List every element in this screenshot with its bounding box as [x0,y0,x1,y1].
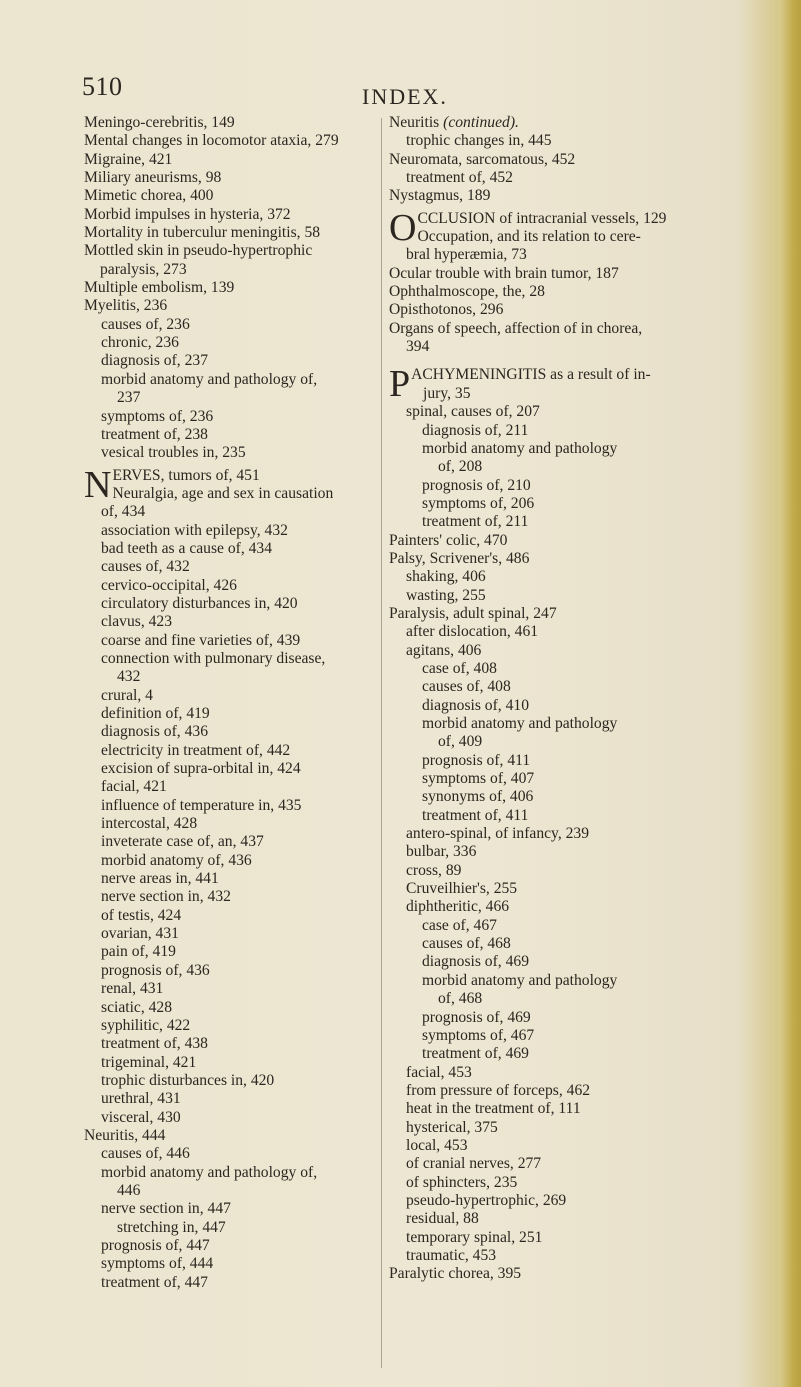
entry-text: nerve areas in, 441 [101,870,219,888]
entry-text: pseudo-hypertrophic, 269 [406,1191,567,1209]
entry-text: 394 [406,338,430,356]
index-entry [389,1174,714,1192]
entry-text: crural, 4 [101,686,153,704]
index-entry [84,352,384,370]
index-entry [84,1200,384,1218]
entry-text: bad teeth as a cause of, 434 [101,539,273,557]
entry-text: treatment of, 452 [406,169,513,187]
index-entry [389,953,714,971]
index-entry [84,1035,384,1053]
entry-text: stretching in, 447 [117,1218,226,1236]
entry-text: Migraine, 421 [84,150,173,168]
index-entry [389,880,714,898]
entry-text: symptoms of, 444 [101,1255,214,1273]
entry-text: Mortality in tuberculur meningitis, 58 [84,224,321,242]
index-entry [389,1119,714,1137]
entry-text: definition of, 419 [101,705,210,722]
entry-text: nerve section in, 447 [101,1200,231,1218]
index-entry [84,1219,384,1237]
entry-text: Neuromata, sarcomatous, 452 [389,150,576,168]
index-entry [389,1064,714,1082]
entry-text: morbid anatomy of, 436 [101,851,252,869]
entry-text: causes of, 468 [422,935,511,953]
entry-text: prognosis of, 411 [422,751,531,769]
index-entry [389,265,714,283]
entry-text: heat in the treatment of, 111 [406,1100,581,1118]
entry-text: diagnosis of, 237 [101,352,208,370]
entry-text: diagnosis of, 469 [422,953,529,971]
entry-text: diagnosis of, 211 [422,421,529,439]
entry-text: morbid anatomy and pathology of, [101,1163,318,1181]
index-entry [84,815,384,833]
index-entry [389,1009,714,1027]
index-entry [84,705,384,723]
entry-text: pain of, 419 [101,943,176,961]
index-entry [84,187,384,205]
index-entry [84,206,384,224]
entry-text: of sphincters, 235 [406,1173,518,1191]
entry-text: nerve section in, 432 [101,888,231,906]
entry-text: influence of temperature in, 435 [101,796,302,814]
index-entry [84,870,384,888]
index-entry [84,1182,384,1200]
index-entry [84,408,384,426]
entry-text: causes of, 408 [422,678,511,696]
index-entry [389,422,714,440]
index-entry [389,246,714,264]
entry-text: trophic disturbances in, 420 [101,1071,275,1089]
entry-text: cross, 89 [406,861,462,879]
entry-text: CCLUSION of intracranial vessels, 129 [417,209,667,227]
index-entry [84,943,384,961]
entry-text: Neuritis [389,114,444,131]
index-entry [389,697,714,715]
entry-text: excision of supra-orbital in, 424 [101,760,301,778]
entry-text: synonyms of, 406 [422,788,534,806]
entry-text: from pressure of forceps, 462 [406,1081,591,1099]
index-entry [389,587,714,605]
index-entry [389,440,714,458]
entry-text: causes of, 446 [101,1145,190,1163]
entry-text: traumatic, 453 [406,1246,497,1264]
index-entry [84,279,384,297]
entry-text: vesical troubles in, 235 [101,444,246,462]
entry-text: treatment of, 211 [422,513,529,531]
index-entry [389,623,714,641]
index-entry [389,169,714,187]
entry-text: morbid anatomy and pathology [422,715,618,732]
index-entry [389,151,714,169]
entry-text: symptoms of, 236 [101,407,214,425]
index-entry [389,228,714,246]
entry-text: of testis, 424 [101,906,182,924]
entry-text: treatment of, 238 [101,425,208,443]
index-entry [389,1210,714,1228]
index-entry [84,1255,384,1273]
entry-text: ovarian, 431 [101,925,179,943]
index-entry [84,980,384,998]
entry-text: coarse and fine varieties of, 439 [101,631,301,649]
entry-text: of, 468 [438,990,483,1008]
entry-text: symptoms of, 407 [422,770,535,788]
index-entry [84,613,384,631]
index-entry [84,389,384,407]
entry-text: association with epilepsy, 432 [101,521,288,539]
index-entry [84,852,384,870]
index-entry [389,1082,714,1100]
drop-cap: N [84,463,112,506]
entry-text: residual, 88 [406,1210,479,1228]
index-entry [389,770,714,788]
index-entry [84,833,384,851]
entry-text: circulatory disturbances in, 420 [101,594,298,612]
index-entry [389,642,714,660]
index-entry [389,1155,714,1173]
entry-text: Ocular trouble with brain tumor, 187 [389,264,619,282]
running-head: INDEX. [362,84,448,109]
index-entry [84,224,384,242]
entry-text: spinal, causes of, 207 [406,403,540,421]
entry-text: prognosis of, 447 [101,1236,210,1254]
entry-text: after dislocation, 461 [406,623,539,641]
index-entry [84,426,384,444]
drop-cap: P [389,363,411,406]
index-entry [84,632,384,650]
index-entry [84,522,384,540]
entry-text: Palsy, Scrivener's, 486 [389,549,530,567]
index-column-right [389,114,714,1284]
index-entry [84,1164,384,1182]
entry-text: cervico-occipital, 426 [101,576,237,594]
entry-text: hysterical, 375 [406,1118,498,1136]
index-entry [84,1054,384,1072]
entry-text: Mottled skin in pseudo-hypertrophic [84,242,313,260]
index-entry [389,458,714,476]
index-entry [84,1274,384,1292]
entry-text: Mimetic chorea, 400 [84,187,214,205]
index-entry [389,403,714,421]
index-entry [84,242,384,260]
entry-text: diphtheritic, 466 [406,898,510,916]
index-entry [84,577,384,595]
entry-text: inveterate case of, an, 437 [101,833,264,851]
index-entry [389,1100,714,1118]
index-entry [389,385,714,403]
index-entry [389,477,714,495]
index-entry [389,513,714,531]
entry-text: paralysis, 273 [100,260,187,278]
index-entry [84,888,384,906]
index-entry [84,907,384,925]
entry-text: connection with pulmonary disease, [101,649,326,667]
entry-text: electricity in treatment of, 442 [101,741,291,759]
entry-text: symptoms of, 467 [422,1026,535,1044]
index-entry [84,297,384,315]
entry-text: Occupation, and its relation to cere- [417,228,641,246]
index-entry [84,1017,384,1035]
index-entry [84,485,384,503]
entry-text: ERVES, tumors of, 451 [112,466,260,484]
index-entry [84,742,384,760]
entry-text: case of, 467 [422,916,497,934]
index-entry [389,1137,714,1155]
entry-text: treatment of, 411 [422,806,529,824]
entry-text: prognosis of, 436 [101,961,210,979]
index-entry [389,1192,714,1210]
index-entry [389,568,714,586]
entry-text: trophic changes in, 445 [406,132,552,150]
entry-text: Mental changes in locomotor ataxia, 279 [84,132,339,150]
entry-text: bral hyperæmia, 73 [406,246,527,264]
index-entry [84,540,384,558]
index-entry [84,760,384,778]
entry-text: Neuritis, 444 [84,1126,166,1144]
entry-text: Miliary aneurisms, 98 [84,169,222,187]
index-column-left [84,114,384,1292]
entry-text: treatment of, 469 [422,1045,529,1063]
index-entry [84,334,384,352]
page-number: 510 [82,72,123,101]
entry-text: antero-spinal, of infancy, 239 [406,825,590,843]
index-entry [389,825,714,843]
entry-text: Meningo-cerebritis, 149 [84,114,235,131]
index-entry [84,595,384,613]
entry-text: intercostal, 428 [101,815,198,833]
index-entry [389,843,714,861]
entry-text: Ophthalmoscope, the, 28 [389,283,545,301]
entry-text: morbid anatomy and pathology of, [101,370,318,388]
entry-text: 432 [117,668,141,686]
index-entry [389,132,714,150]
index-entry [389,1229,714,1247]
index-entry [84,1145,384,1163]
index-entry [84,1237,384,1255]
index-entry [84,1072,384,1090]
entry-text: of, 434 [101,503,146,521]
entry-text: temporary spinal, 251 [406,1228,543,1246]
index-entry [389,862,714,880]
index-entry [389,187,714,205]
entry-text: wasting, 255 [406,586,486,604]
entry-text: urethral, 431 [101,1090,181,1108]
index-entry [389,752,714,770]
index-entry [389,605,714,623]
entry-text: morbid anatomy and pathology [422,971,618,989]
entry-text: shaking, 406 [406,568,486,586]
index-entry [389,990,714,1008]
entry-text: Myelitis, 236 [84,297,168,315]
entry-text: Nystagmus, 189 [389,187,491,205]
index-entry [84,668,384,686]
index-entry [84,687,384,705]
index-entry [84,371,384,389]
entry-text: facial, 421 [101,778,167,796]
entry-text: of, 208 [438,458,483,476]
entry-text: Morbid impulses in hysteria, 372 [84,205,291,223]
index-entry [389,283,714,301]
index-entry [389,114,714,132]
entry-text: chronic, 236 [101,334,179,352]
entry-text: syphilitic, 422 [101,1016,191,1034]
entry-text: Neuralgia, age and sex in causation [112,484,334,502]
entry-text: prognosis of, 469 [422,1008,531,1026]
index-entry [84,797,384,815]
index-entry [389,1045,714,1063]
index-entry [389,788,714,806]
index-entry [84,503,384,521]
index-entry [84,169,384,187]
entry-text: jury, 35 [423,384,471,402]
page-edge [779,0,801,1387]
index-entry [389,338,714,356]
index-entry [84,316,384,334]
entry-text: Organs of speech, affection of in chorea, [389,319,643,337]
index-entry [389,972,714,990]
entry-text: Paralysis, adult spinal, 247 [389,604,557,622]
index-entry [84,778,384,796]
index-entry [389,917,714,935]
entry-italic: (continued). [443,114,519,131]
drop-cap: O [389,206,417,249]
entry-text: sciatic, 428 [101,998,173,1016]
index-entry [389,1027,714,1045]
entry-text: agitans, 406 [406,641,482,659]
entry-text: Paralytic chorea, 395 [389,1265,522,1283]
entry-text: of cranial nerves, 277 [406,1155,542,1173]
index-entry [389,1265,714,1283]
index-entry [84,558,384,576]
entry-text: renal, 431 [101,980,164,998]
entry-text: symptoms of, 206 [422,494,535,512]
index-entry [389,935,714,953]
index-entry [389,660,714,678]
entry-text: Cruveilhier's, 255 [406,880,518,898]
entry-text: Opisthotonos, 296 [389,301,504,319]
index-entry [389,550,714,568]
entry-text: bulbar, 336 [406,843,477,861]
index-entry [389,898,714,916]
index-entry [389,495,714,513]
index-entry [84,444,384,462]
entry-text: visceral, 430 [101,1108,181,1126]
column-divider [381,118,382,1368]
index-entry [389,1247,714,1265]
entry-text: local, 453 [406,1136,468,1154]
entry-text: treatment of, 447 [101,1273,208,1291]
entry-text: trigeminal, 421 [101,1053,197,1071]
entry-text: causes of, 236 [101,315,190,333]
index-entry [389,320,714,338]
index-entry [84,1109,384,1127]
entry-text: treatment of, 438 [101,1035,208,1053]
entry-text: clavus, 423 [101,613,173,631]
entry-text: prognosis of, 210 [422,476,531,494]
entry-text: ACHYMENINGITIS as a result of in- [411,366,651,384]
index-entry [389,715,714,733]
entry-text: diagnosis of, 410 [422,696,529,714]
index-entry [389,807,714,825]
entry-text: of, 409 [438,733,483,751]
entry-text: facial, 453 [406,1063,472,1081]
index-entry [389,301,714,319]
entry-text: Multiple embolism, 139 [84,279,235,297]
index-entry [389,733,714,751]
entry-text: case of, 408 [422,659,497,677]
index-entry [84,151,384,169]
entry-text: morbid anatomy and pathology [422,439,618,457]
index-entry [84,925,384,943]
index-entry [389,678,714,696]
index-entry [84,132,384,150]
index-entry [389,532,714,550]
index-entry [84,999,384,1017]
entry-text: 237 [117,389,141,407]
index-entry [84,114,384,132]
index-entry [84,1127,384,1145]
index-entry [84,962,384,980]
index-entry [84,1090,384,1108]
entry-text: diagnosis of, 436 [101,723,208,741]
entry-text: Painters' colic, 470 [389,531,508,549]
index-entry [84,261,384,279]
entry-text: causes of, 432 [101,558,190,576]
index-entry [84,723,384,741]
entry-text: 446 [117,1181,141,1199]
index-entry [84,650,384,668]
